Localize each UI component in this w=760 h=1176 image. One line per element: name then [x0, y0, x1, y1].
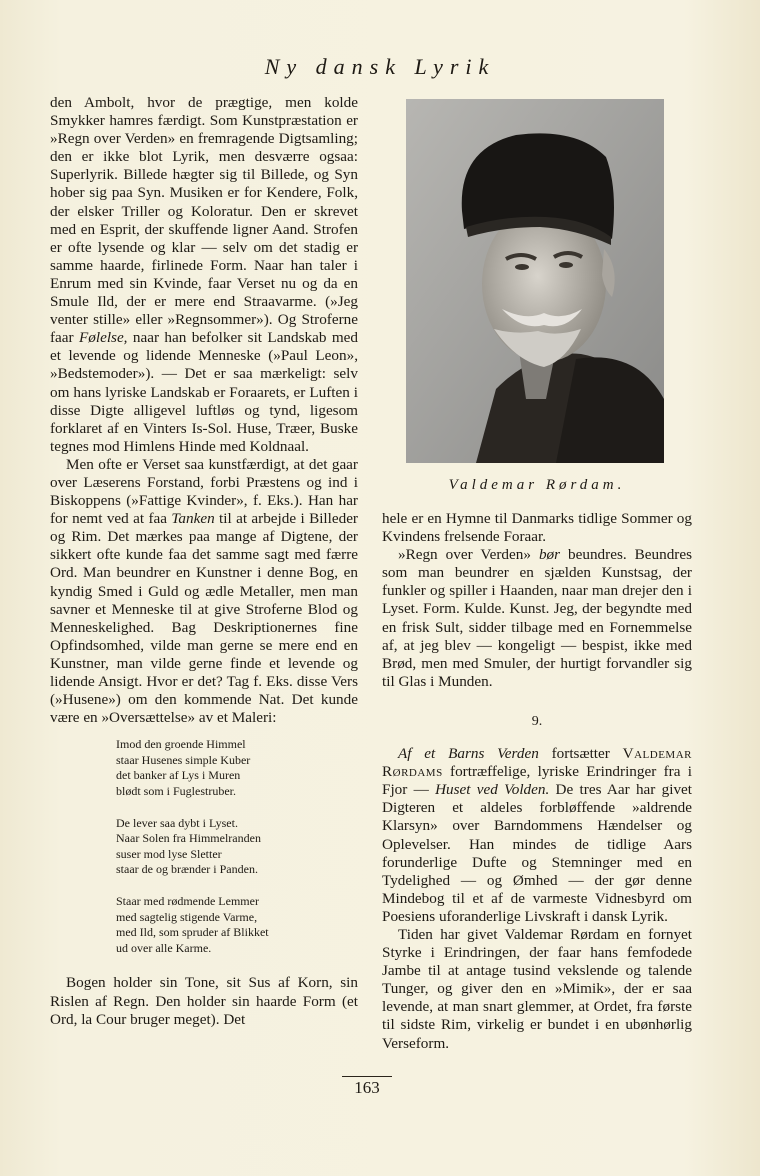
- paragraph: Tiden har givet Valdemar Rørdam en fornyet Styrke i Erindringen, der faar hans femfodede Jambe til at antage tusind vekslende og talende Tunger, og giver den en »Mimik», der er saa levende, at man snart glemmer, at Ordet, fra første til sidste Rim, virkelig er bundet i en ubønhørlig Verseform.: [382, 925, 692, 1052]
- portrait-image: [406, 99, 664, 463]
- poem-line: med sagtelig stigende Varme,: [116, 909, 258, 924]
- author-name: Valdemar Rørdams: [382, 745, 692, 781]
- text: naar han befolker sit Landskab med et levende og lidende Menneske (»Paul Leon», »Bedstemoder»). — Det er saa mærkeligt: selv om hans lyriske Landskab er Foraarets, er Luften i disse Digte alligevel luftløs og tynd, ligesom forklaret af en Vinters Is-Sol. Huse, Træer, Buske tegnes mod Himlens Hinde med Koldnaal.: [50, 329, 358, 455]
- paragraph: [382, 546, 692, 691]
- emphasis: bør: [538, 546, 561, 564]
- text: fortræffelige, lyriske Erindringer fra i Fjor —: [382, 763, 692, 799]
- emphasis: Følelse,: [78, 329, 128, 347]
- poem-line: staar Husenes simple Kuber: [116, 752, 251, 767]
- section-number: 9.: [531, 713, 543, 729]
- poem-line: med Ild, som spruder af Blikket: [116, 925, 269, 940]
- poem-line: blødt som i Fuglestruber.: [116, 784, 236, 799]
- book-title: Huset ved Volden.: [435, 781, 550, 799]
- text: beundres. Beundres som man beundrer en sjælden Kunstsag, der funkler og spiller i Haanden, naar man drejer den i Lyset. Form. Kulde. Kunst. Jeg, der begyndte med en frisk Sult, sidder tilbage med en Fornemmelse af, at jeg blev — kongeligt — bespist, ikke med Brød, men med Smuler, der hurtigt forvandler sig til Glas i Munden.: [382, 546, 693, 690]
- paragraph: hele er en Hymne til Danmarks tidlige Sommer og Kvindens frelsende Foraar.: [382, 510, 692, 546]
- page-number: 163: [342, 1076, 392, 1098]
- photo-caption: Valdemar Rørdam.: [448, 477, 626, 493]
- poem-stanza: [116, 816, 358, 878]
- poem-line: suser mod lyse Sletter: [116, 846, 222, 861]
- right-column: [382, 510, 692, 1053]
- text: De tres Aar har givet Digteren et aldeles forbløffende »aldrende Klarsyn» over Barndommens Hændelser og Oplevelser. Han mindes de tidlige Aars forunderlige Dufte og Stemninger med en Tydelighed — og Ømhed — der gør denne Mindebog til et af de varmeste Vidnesbyrd om Poesiens uforanderlige Livskraft i dansk Lyrik.: [382, 781, 693, 925]
- poem-stanza: [116, 737, 358, 799]
- emphasis: Tanken: [171, 510, 215, 528]
- poem-line: Staar med rødmende Lemmer: [116, 894, 259, 909]
- book-title: Af et Barns Verden: [398, 745, 539, 763]
- poem-line: De lever saa dybt i Lyset.: [116, 815, 238, 830]
- paragraph: [50, 456, 358, 727]
- poem-husene: [116, 737, 358, 956]
- poem-line: staar de og brænder i Panden.: [116, 862, 258, 877]
- poem-line: Naar Solen fra Himmelranden: [116, 831, 261, 846]
- poem-line: Imod den groende Himmel: [116, 737, 246, 752]
- paragraph: Bogen holder sin Tone, sit Sus af Korn, sin Rislen af Regn. Den holder sin haarde Form (et Ord, la Cour bruger meget). Det: [50, 974, 358, 1028]
- text: fortsætter: [538, 745, 623, 763]
- text: Men ofte er Verset saa kunstfærdigt, at det gaar over Læserens Forstand, forbi Præstens og ind i Biskoppens (»Fattige Kvinder», f. Eks.). Han har for nemt ved at faa: [50, 455, 358, 528]
- portrait-photo: [406, 99, 664, 463]
- poem-line: det banker af Lys i Muren: [116, 768, 241, 783]
- text: til at arbejde i Billeder og Rim. Det mærkes paa mange af Digtene, der sikkert ofte kunde faa det samme sagt med færre Ord. Man beundrer en Kunstner i denne Bog, en kyndig Smed i Guld og ædle Metaller, men man savner et Menneske til at give Stroferne Blod og Menneskelighed. Bag Deskriptionernes fine Opfindsomhed, vilde man gerne se mere end en Kunstner, man vilde gerne finde et levende og lidende Ansigt. Hvor er det? Tag f. Eks. disse Vers (»Husene») om den kommende Nat. Det kunde være en »Oversættelse» av et Maleri:: [50, 510, 358, 727]
- running-title: Ny dansk Lyrik: [264, 54, 496, 79]
- poem-stanza: [116, 894, 358, 956]
- paragraph: [382, 745, 692, 926]
- text: »Regn over Verden»: [398, 546, 539, 564]
- left-column: [50, 94, 358, 1029]
- poem-line: ud over alle Karme.: [116, 940, 212, 955]
- paragraph: [50, 94, 358, 456]
- text: den Ambolt, hvor de prægtige, men kolde Smykker hamres færdigt. Som Kunstpræstation er »Regn over Verden» en fremragende Digtsamling; den er ikke blot Lyrik, men desværre ogsaa: Superlyrik. Billede hægter sig til Billede, og Syn hober sig paa Syn. Musiken er for Kendere, Folk, der elsker Triller og Koloratur. Den er skrevet med en Esprit, der skuffende ligner Aand. Strofen er ofte lysende og klar — selv om det stadig er samme haarde, firlinede Form. Naar han taler i Enrum med sin Kvinde, faar Verset nu og da en Smule Ild, der er mere end Straavarme. (»Jeg venter stille» eller »Regnsommer»). Og Stroferne faar: [50, 94, 358, 347]
